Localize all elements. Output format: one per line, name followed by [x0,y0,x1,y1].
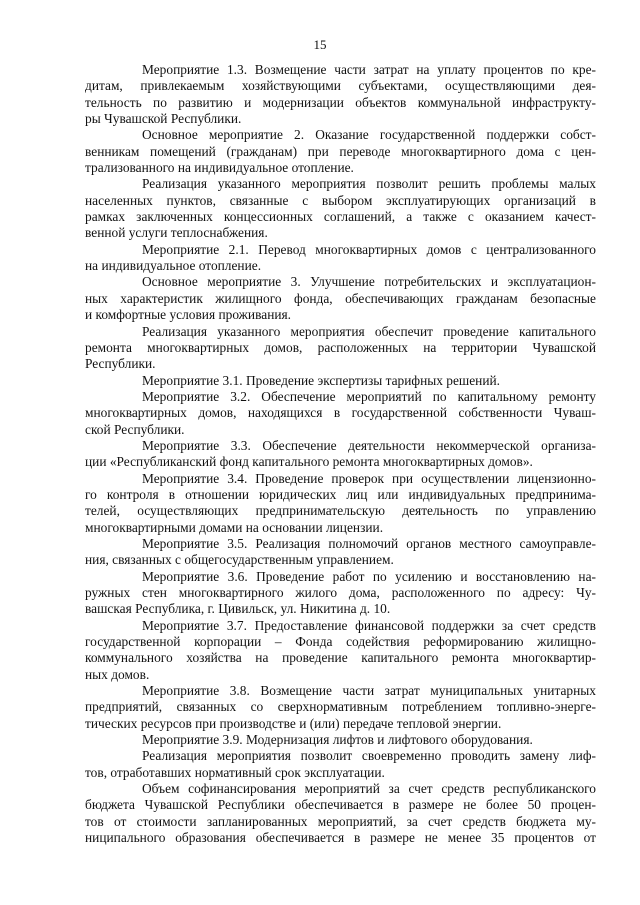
text-line: рамках заключенных концессионных соглашений, а также с оказанием качест- [85,209,596,225]
document-body [85,62,596,847]
text-line: ных характеристик жилищного фонда, обеспечивающих гражданам безопасные [85,290,596,306]
text-line: ружных стен многоквартирного жилого дома, расположенного по адресу: Чу- [85,585,596,600]
paragraph-first-line: Мероприятие 3.6. Проведение работ по усилению и восстановлению на- [142,568,596,584]
paragraph-first-line: Мероприятие 3.2. Обеспечение мероприятий по капитальному ремонту [142,388,596,404]
text-line: ции «Республиканский фонд капитального ремонта многоквартирных домов». [85,454,533,470]
text-line: телей, осуществляющих предпринимательскую деятельность по управлению [85,503,596,519]
text-line: трализованного на индивидуальное отопление. [85,160,354,176]
paragraph-first-line: Мероприятие 3.7. Предоставление финансовой поддержки за счет средств [142,617,596,633]
paragraph-first-line: Мероприятие 3.4. Проведение проверок при осуществлении лицензионно- [142,470,596,486]
text-line: ремонта многоквартирных домов, расположенных на территории Чувашской [85,339,596,355]
text-line: тельность по развитию и модернизации объектов коммунальной инфраструкту- [85,94,596,110]
paragraph-first-line: Мероприятие 3.5. Реализация полномочий органов местного самоуправле- [142,535,596,551]
text-line: многоквартирных домов, находящихся в государственной собственности Чуваш- [85,405,596,421]
text-line: тов от стоимости запланированных мероприятий, за счет средств бюджета му- [85,813,596,829]
text-line: ры Чувашской Республики. [85,111,242,127]
paragraph-first-line: Реализация мероприятия позволит своевременно проводить замену лиф- [142,748,596,764]
paragraph-first-line: Реализация указанного мероприятия позволит решить проблемы малых [142,176,596,192]
paragraph-first-line: Мероприятие 3.8. Возмещение части затрат муниципальных унитарных [142,683,596,699]
paragraph-first-line: Реализация указанного мероприятия обеспечит проведение капитального [142,323,596,339]
text-line: государственной корпорации – Фонда содействия реформированию жилищно- [85,634,596,650]
text-line: венникам помещений (гражданам) при переводе многоквартирного дома с цен- [85,143,596,159]
paragraph-first-line: Основное мероприятие 3. Улучшение потребительских и эксплуатацион- [142,274,596,290]
text-line: тов, отработавших нормативный срок эксплуатации. [85,764,385,780]
text-line: и комфортные условия проживания. [85,307,292,323]
text-line: го контроля в отношении юридических лиц или индивидуальных предпринима- [85,486,596,502]
text-line: Республики. [85,356,156,372]
paragraph-first-line: Мероприятие 3.1. Проведение экспертизы тарифных решений. [142,372,501,388]
text-line: на индивидуальное отопление. [85,258,262,274]
text-line: венной услуги теплоснабжения. [85,225,268,241]
paragraph-first-line: Объем софинансирования мероприятий за счет средств республиканского [142,781,596,797]
text-line: ниципального образования обеспечивается в размере не менее 35 процентов от [85,830,596,846]
paragraph-first-line: Мероприятие 1.3. Возмещение части затрат на уплату процентов по кре- [142,62,596,77]
text-line: бюджета Чувашской Республики обеспечивается в размере не более 50 процен- [85,797,596,813]
text-line: вашская Республика, г. Цивильск, ул. Никитина д. 10. [85,601,391,617]
paragraph-first-line: Мероприятие 3.9. Модернизация лифтов и лифтового оборудования. [142,732,533,748]
text-line: ния, связанных с общегосударственным управлением. [85,552,394,568]
text-line: многоквартирными домами на основании лицензии. [85,519,384,535]
text-line: предприятий, связанных со сверхнормативным потреблением топливно-энерге- [85,699,596,715]
text-line: дитам, привлекаемым хозяйствующими субъектами, осуществляющими дея- [85,78,596,94]
text-line: ных домов. [85,666,150,682]
text-line: тических ресурсов при производстве и (или) передаче тепловой энергии. [85,715,502,731]
paragraph-first-line: Мероприятие 3.3. Обеспечение деятельности некоммерческой организа- [142,437,596,453]
page-number: 15 [313,37,327,52]
paragraph-first-line: Мероприятие 2.1. Перевод многоквартирных домов с централизованного [142,241,596,257]
paragraph-first-line: Основное мероприятие 2. Оказание государственной поддержки собст- [142,127,596,143]
text-line: ской Республики. [85,421,185,437]
text-line: населенных пунктов, связанные с выбором эксплуатирующих организаций в [85,192,596,208]
text-line: коммунального хозяйства на проведение капитального ремонта многоквартир- [85,650,596,666]
